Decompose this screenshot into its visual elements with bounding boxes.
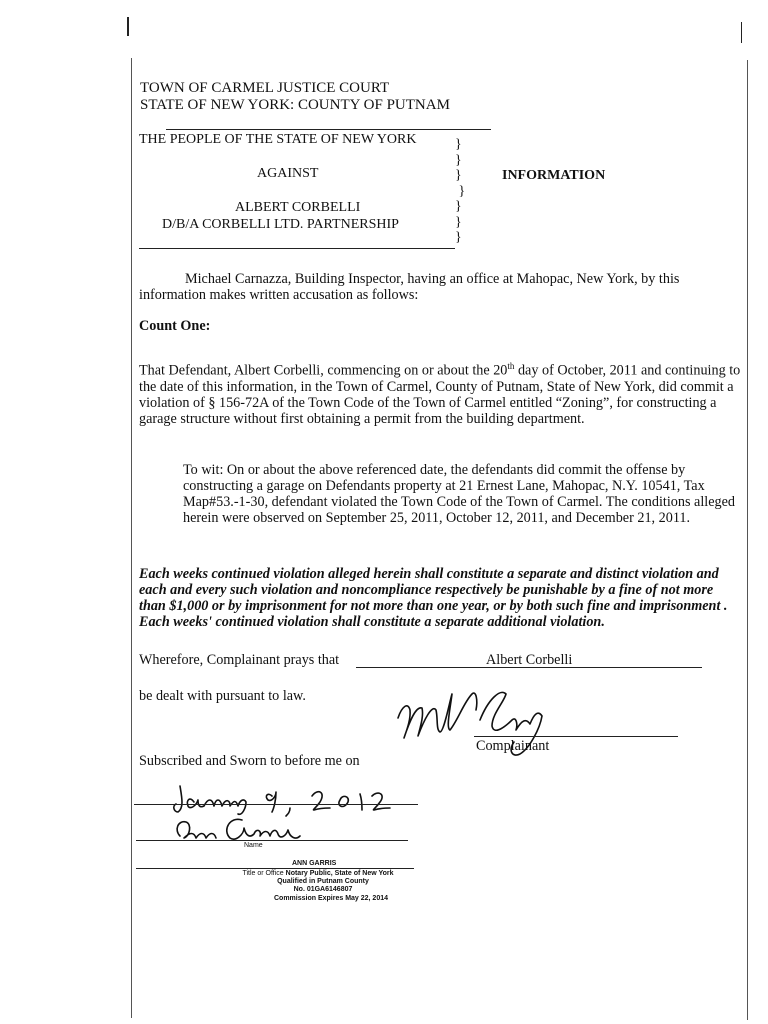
scan-edge-mark-left (127, 17, 129, 36)
notary-stamp-name: ANN GARRIS (292, 860, 337, 867)
count-heading: Count One: (139, 318, 211, 334)
notary-title-line (136, 868, 414, 869)
notary-name-label: Name (244, 842, 263, 849)
court-name: TOWN OF CARMEL JUSTICE COURT (140, 80, 390, 96)
caption-bottom-rule (139, 248, 455, 249)
wherefore-defendant-name: Albert Corbelli (486, 652, 573, 668)
penalty-paragraph: Each weeks continued violation alleged herein shall constitute a separate and distinct violation and each and every such violation and noncompliance respectively be punishable by a fine of not more than $1,000 or by imprisonment for not more than one year, or by both such fine and imprisonment . Each weeks' continued violation shall constitute a separate additional violation. (139, 566, 728, 630)
caption-braces: } } } } } } } (455, 137, 466, 245)
intro-paragraph (139, 271, 739, 303)
complainant-label: Complainant (476, 738, 550, 754)
scan-edge-mark-right (741, 22, 742, 43)
date-line (134, 804, 418, 805)
court-jurisdiction: STATE OF NEW YORK: COUNTY OF PUTNAM (140, 97, 450, 113)
caption-defendant: ALBERT CORBELLI (235, 200, 361, 215)
count-ordinal-suffix: th (507, 361, 515, 371)
notary-title (228, 870, 408, 878)
intro-text: Michael Carnazza, Building Inspector, having an office at Mahopac, New York, by this information makes written accusation as follows: (139, 271, 680, 303)
caption-against: AGAINST (257, 166, 319, 181)
wherefore-prefix: Wherefore, Complainant prays that (139, 652, 340, 668)
wherefore-suffix: be dealt with pursuant to law. (139, 688, 306, 704)
count-paragraph (139, 358, 741, 427)
count-text-start: That Defendant, Albert Corbelli, commencing on or about the 20 (139, 362, 508, 379)
caption-top-rule (166, 129, 491, 130)
document-type: INFORMATION (502, 168, 606, 183)
notary-qualified: Qualified in Putnam County (277, 878, 369, 885)
complainant-signature-line (474, 736, 678, 737)
notary-title-text: Notary Public, State of New York (285, 870, 394, 877)
subscribed-sworn-text: Subscribed and Sworn to before me on (139, 753, 360, 769)
caption-plaintiff: THE PEOPLE OF THE STATE OF NEW YORK (139, 132, 417, 147)
notary-number: No. 01GA6146807 (293, 886, 353, 893)
caption-defendant-dba: D/B/A CORBELLI LTD. PARTNERSHIP (162, 217, 399, 232)
to-wit-paragraph: To wit: On or about the above referenced date, the defendants did commit the offense by constructing a garage on Defendants property at 21 Ernest Lane, Mahopac, N.Y. 10541, Tax Map#53.-1-30, defendant violated the Town Code of the Town of Carmel. The conditions alleged herein were observed on September 25, 2011, October 12, 2011, and December 21, 2011. (183, 462, 735, 526)
notary-commission-expires: Commission Expires May 22, 2014 (274, 895, 388, 902)
notary-title-prefix: Title or Office (242, 870, 284, 877)
count-text-end: day of October, 2011 and continuing to the date of this information, in the Town of Carmel, County of Putnam, State of New York, did commit a violation of § 156-72A of the Town Code of the Town of Carmel entitled “Zoning”, for constructing a garage structure without first obtaining a permit from the building department. (139, 362, 741, 427)
notary-name-line (136, 840, 408, 841)
page-border-right (747, 60, 748, 1020)
notary-signature (170, 810, 390, 844)
page-border-left (131, 58, 132, 1018)
